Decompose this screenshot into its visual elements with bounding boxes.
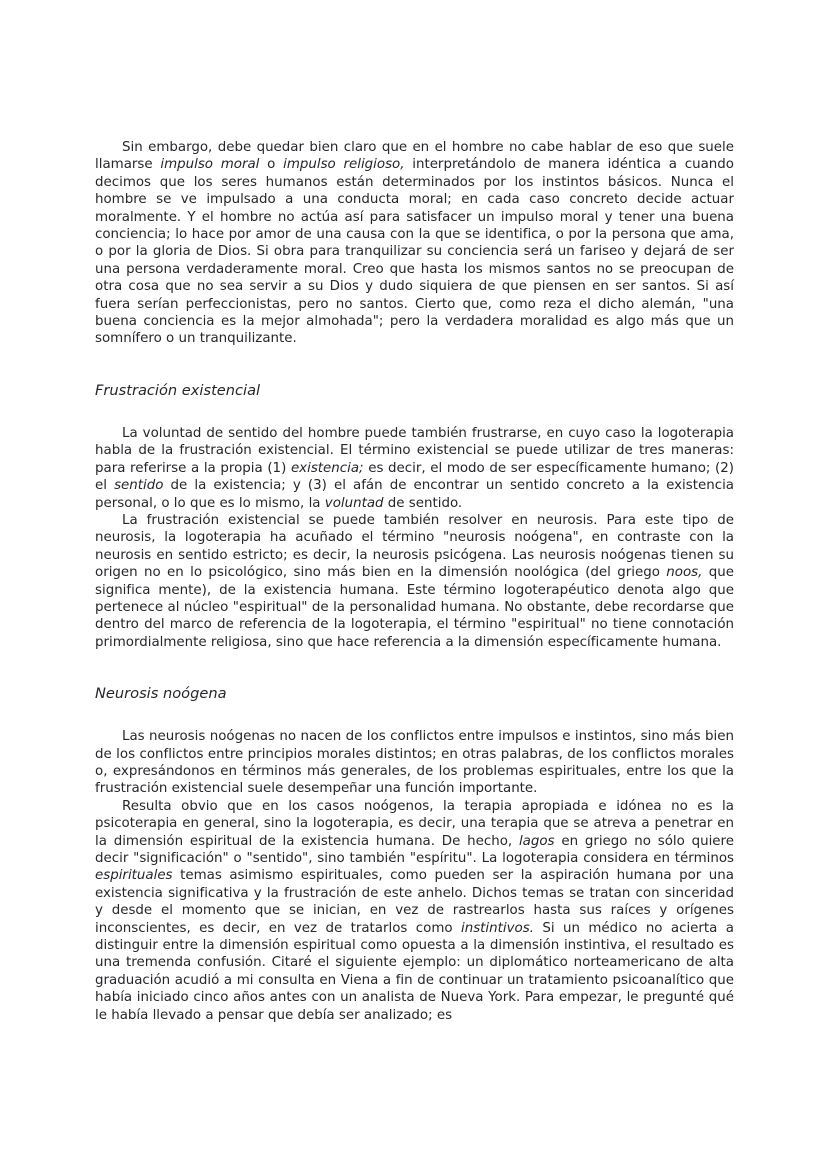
section-frustracion-existencial	[95, 382, 734, 651]
intro-paragraphs	[95, 139, 734, 348]
paragraph: La voluntad de sentido del hombre puede también frustrarse, en cuyo caso la logoterapia habla de la frustración existencial. El término existencial se puede utilizar de tres maneras: para referirse a la propia (1) existencia; es decir, el modo de ser específicamente humano; (2) el sentido de la existencia; y (3) el afán de encontrar un sentido concreto a la existencia personal, o lo que es lo mismo, la voluntad de sentido.	[95, 425, 734, 511]
paragraph: Sin embargo, debe quedar bien claro que en el hombre no cabe hablar de eso que suele llamarse impulso moral o impulso religioso, interpretándolo de manera idéntica a cuando decimos que los seres humanos están determinados por los instintos básicos. Nunca el hombre se ve impulsado a una conducta moral; en cada caso concreto decide actuar moralmente. Y el hombre no actúa así para satisfacer un impulso moral y tener una buena conciencia; lo hace por amor de una causa con la que se identifica, o por la persona que ama, o por la gloria de Dios. Si obra para tranquilizar su conciencia será un fariseo y dejará de ser una persona verdaderamente moral. Creo que hasta los mismos santos no se preocupan de otra cosa que no sea servir a su Dios y dudo siquiera de que piensen en ser santos. Si así fuera serían perfeccionistas, pero no santos. Cierto que, como reza el dicho alemán, "una buena conciencia es la mejor almohada"; pero la verdadera moralidad es algo más que un somnífero o un tranquilizante.	[95, 140, 734, 347]
section-paragraphs	[95, 425, 734, 651]
paragraph: Las neurosis noógenas no nacen de los conflictos entre impulsos e instintos, sino más bien de los conflictos entre principios morales distintos; en otras palabras, de los conflictos morales o, expresándonos en términos más generales, de los problemas espirituales, entre los que la frustración existencial suele desempeñar una función importante.	[95, 729, 734, 797]
section-paragraphs	[95, 728, 734, 1024]
paragraph: La frustración existencial se puede también resolver en neurosis. Para este tipo de neurosis, la logoterapia ha acuñado el término "neurosis noógena", en contraste con la neurosis en sentido estricto; es decir, la neurosis psicógena. Las neurosis noógenas tienen su origen no en lo psicológico, sino más bien en la dimensión noológica (del griego noos, que significa mente), de la existencia humana. Este término logoterapéutico denota algo que pertenece al núcleo "espiritual" de la personalidad humana. No obstante, debe recordarse que dentro del marco de referencia de la logoterapia, el término "espiritual" no tiene connotación primordialmente religiosa, sino que hace referencia a la dimensión específicamente humana.	[95, 512, 734, 650]
intro-section	[95, 139, 734, 348]
section-heading-frustracion-existencial: Frustración existencial	[95, 381, 261, 399]
section-heading-neurosis-noogena: Neurosis noógena	[95, 685, 227, 703]
paragraph: Resulta obvio que en los casos noógenos, la terapia apropiada e idónea no es la psicoterapia en general, sino la logoterapia, es decir, una terapia que se atreva a penetrar en la dimensión espiritual de la existencia humana. De hecho, lagos en griego no sólo quiere decir "significación" o "sentido", sino también "espíritu". La logoterapia considera en términos espirituales temas asimismo espirituales, como pueden ser la aspiración humana por una existencia significativa y la frustración de este anhelo. Dichos temas se tratan con sinceridad y desde el momento que se inician, en vez de rastrearlos hasta sus raíces y orígenes inconscientes, es decir, en vez de tratarlos como instintivos. Si un médico no acierta a distinguir entre la dimensión espiritual como opuesta a la dimensión instintiva, el resultado es una tremenda confusión. Citaré el siguiente ejemplo: un diplomático norteamericano de alta graduación acudió a mi consulta en Viena a fin de continuar un tratamiento psicoanalítico que había iniciado cinco años antes con un analista de Nueva York. Para empezar, le pregunté qué le había llevado a pensar que debía ser analizado; es	[95, 798, 734, 1023]
section-neurosis-noogena	[95, 685, 734, 1024]
